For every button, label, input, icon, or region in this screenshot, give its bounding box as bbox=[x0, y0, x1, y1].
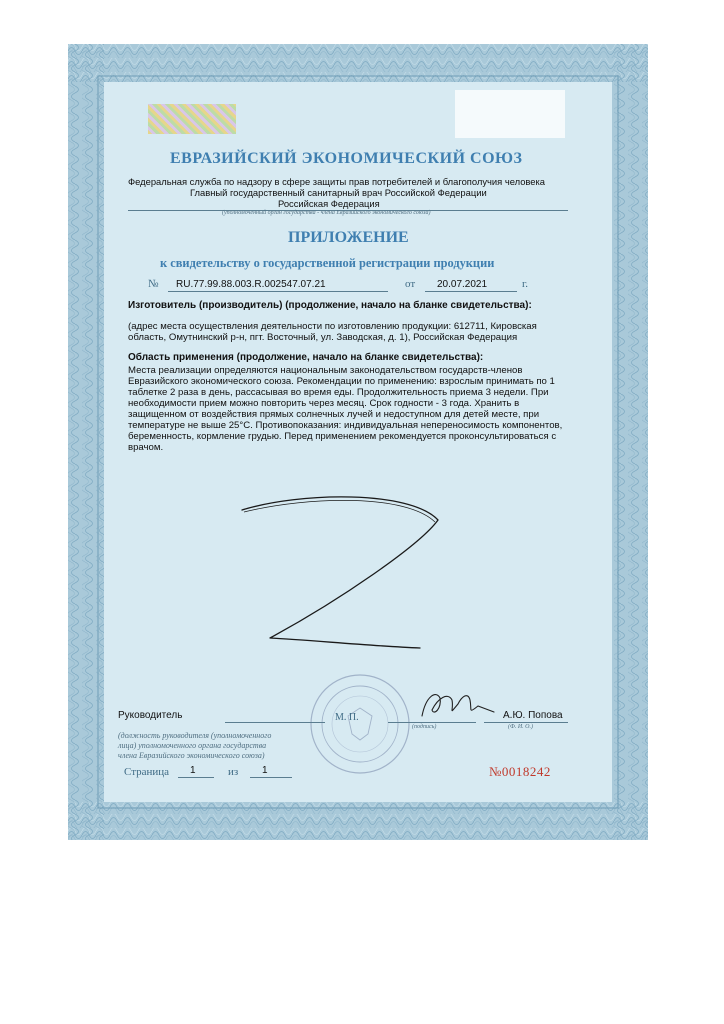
agency-line: Федеральная служба по надзору в сфере защиты прав потребителей и благополучия человека bbox=[128, 176, 546, 187]
date-label: от bbox=[405, 278, 416, 290]
agency-line-2: Главный государственный санитарный врач Российской Федерации bbox=[190, 187, 487, 198]
fio-caption: (Ф. И. О.) bbox=[508, 724, 533, 730]
year-suffix: г. bbox=[522, 278, 529, 290]
signature-caption: (подпись) bbox=[412, 724, 437, 730]
number-label: № bbox=[148, 278, 159, 290]
official-stamp bbox=[308, 672, 412, 776]
scope-line: защищенном от воздействия прямых солнечных лучей и недоступном для детей месте, при bbox=[128, 409, 540, 420]
scope-line: таблетке 2 раза в день, рассасывая во время еды. Продолжительность приема 3 недели. При bbox=[128, 387, 549, 398]
scope-line: Евразийского экономического союза. Рекомендации по применению: взрослым принимать по 1 bbox=[128, 376, 555, 387]
position-rule bbox=[225, 722, 325, 723]
header-caption: (уполномоченный орган государства - члена Евразийского экономического союза) bbox=[222, 210, 431, 216]
certificate-number: RU.77.99.88.003.R.002547.07.21 bbox=[176, 279, 326, 290]
scope-line: температуре не выше 25°С. Противопоказания: индивидуальная непереносимость компонентов, bbox=[128, 420, 563, 431]
position-caption: члена Евразийского экономического союза) bbox=[118, 751, 265, 760]
certificate-date: 20.07.2021 bbox=[437, 279, 488, 290]
document-title: ПРИЛОЖЕНИЕ bbox=[288, 229, 409, 246]
serial-number: №0018242 bbox=[489, 764, 551, 779]
head-label: Руководитель bbox=[118, 710, 183, 721]
page-of-label: из bbox=[228, 766, 239, 778]
page-current: 1 bbox=[190, 765, 196, 776]
manufacturer-line: (адрес места осуществления деятельности по изготовлению продукции: 612711, Кировская bbox=[128, 321, 537, 332]
scope-line: необходимости прием можно повторить через месяц. Срок годности - 3 года. Хранить в bbox=[128, 398, 520, 409]
page-current-rule bbox=[178, 777, 214, 778]
number-rule bbox=[168, 291, 388, 292]
signatory-name: А.Ю. Попова bbox=[503, 710, 563, 721]
page-label: Страница bbox=[124, 766, 170, 778]
scope-line: беременность, кормление грудью. Перед применением рекомендуется проконсультироваться с bbox=[128, 431, 557, 442]
z-cancellation-mark bbox=[230, 490, 450, 660]
light-patch bbox=[455, 90, 565, 138]
signature bbox=[418, 686, 498, 726]
union-title: ЕВРАЗИЙСКИЙ ЭКОНОМИЧЕСКИЙ СОЮЗ bbox=[170, 150, 523, 167]
date-rule bbox=[425, 291, 517, 292]
page-total-rule bbox=[250, 777, 292, 778]
country-line: Российская Федерация bbox=[278, 198, 380, 209]
hologram bbox=[148, 104, 236, 134]
stamp-place-label: М. П. bbox=[335, 712, 359, 723]
page-total: 1 bbox=[262, 765, 268, 776]
manufacturer-heading: Изготовитель (производитель) (продолжение, начало на бланке свидетельства): bbox=[128, 300, 532, 311]
manufacturer-line: область, Омутнинский р-н, пгт. Восточный, ул. Заводская, д. 1), Российская Федерация bbox=[128, 332, 518, 343]
position-caption: лица) уполномоченного органа государства bbox=[118, 741, 267, 750]
scope-line: врачом. bbox=[128, 442, 164, 453]
document-subtitle: к свидетельству о государственной регистрации продукции bbox=[160, 256, 495, 270]
scope-heading: Область применения (продолжение, начало на бланке свидетельства): bbox=[128, 352, 484, 363]
position-caption: (должность руководителя (уполномоченного bbox=[118, 731, 272, 740]
scope-line: Места реализации определяются национальным законодательством государств-членов bbox=[128, 365, 523, 376]
